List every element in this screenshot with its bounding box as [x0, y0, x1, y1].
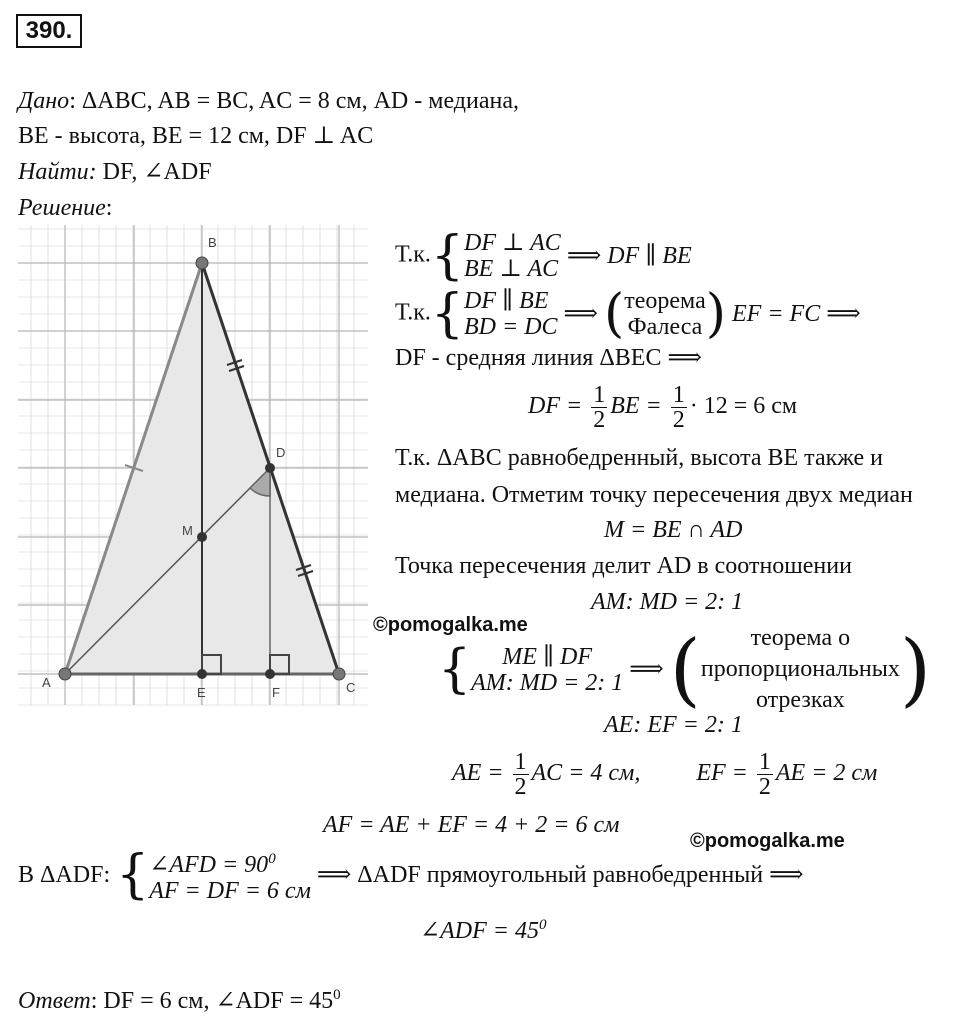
step-12-a: AE = — [452, 760, 504, 787]
paren-open-2: ( — [603, 284, 625, 344]
step-2-system — [464, 288, 558, 340]
step-10-theorem-line-2: пропорциональных — [700, 656, 900, 682]
step-3: DF - средняя линия ΔBEC ⟹ — [395, 345, 702, 371]
find-line — [18, 157, 212, 187]
point-e — [197, 669, 207, 679]
step-9: AM: MD = 2: 1 — [591, 589, 744, 615]
fraction-2 — [671, 383, 687, 432]
solution-label: Решение: — [18, 195, 113, 221]
step-2-sys-line-1: DF ∥ BE — [464, 288, 549, 314]
step-2-theorem-line-1: теорема — [624, 288, 706, 314]
given-label: Дано — [18, 88, 70, 114]
step-5: Т.к. ΔABC равнобедренный, высота BE также и — [395, 445, 884, 471]
fraction-3 — [513, 750, 529, 799]
step-10-theorem — [701, 623, 900, 716]
step-14-sup: 0 — [268, 851, 276, 867]
step-10-sys-line-2: AM: MD = 2: 1 — [471, 669, 624, 696]
fraction-4-num: 1 — [758, 749, 771, 775]
step-15 — [420, 910, 546, 946]
brace-14: { — [116, 845, 150, 905]
step-1-prefix: Т.к. — [395, 241, 431, 268]
step-11: AE: EF = 2: 1 — [604, 712, 743, 738]
step-1-system — [464, 230, 561, 282]
point-f — [265, 669, 275, 679]
point-b — [196, 257, 208, 269]
step-13: AF = AE + EF = 4 + 2 = 6 см — [323, 812, 620, 838]
brace-2: { — [430, 284, 465, 344]
label-f: F — [272, 685, 280, 700]
fraction-3-den: 2 — [514, 774, 527, 800]
answer-line — [18, 980, 341, 1016]
step-2-result: EF = FC ⟹ — [732, 301, 861, 327]
step-4-b: BE = — [610, 393, 662, 420]
paren-close-10: ) — [899, 622, 932, 716]
step-2-sys-line-2: BD = DC — [464, 314, 558, 340]
step-10-sys-line-1: ME ∥ DF — [502, 643, 593, 670]
step-2-theorem-line-2: Фалеса — [627, 314, 703, 340]
point-c — [333, 668, 345, 680]
step-14-sys-line-1: ∠AFD = 90 — [149, 852, 269, 878]
step-12-b: AC = 4 см, — [531, 760, 641, 787]
label-b: B — [208, 235, 217, 250]
fraction-4-den: 2 — [758, 774, 771, 800]
answer-text: : DF = 6 см, ∠ADF = 45 — [90, 988, 334, 1014]
brace-10: { — [438, 639, 472, 700]
step-12 — [452, 750, 877, 799]
step-12-d: AE = 2 см — [775, 760, 878, 787]
step-1-sys-line-1: DF ⊥ AC — [464, 230, 561, 256]
label-m: M — [182, 523, 193, 538]
step-1 — [395, 226, 692, 286]
paren-open-10: ( — [669, 622, 701, 716]
triangle-figure — [18, 225, 373, 710]
step-2 — [395, 284, 861, 344]
label-c: C — [346, 680, 356, 695]
given-line-1 — [18, 86, 519, 116]
step-14-system — [149, 846, 311, 904]
paren-close-2: ) — [705, 284, 727, 344]
step-14-result: ⟹ ΔADF прямоугольный равнобедренный ⟹ — [316, 862, 804, 888]
step-10-system — [471, 644, 623, 696]
step-2-theorem — [624, 288, 705, 340]
label-a: A — [42, 675, 51, 690]
fraction-1 — [591, 383, 607, 432]
step-15-sup: 0 — [538, 917, 547, 933]
step-15-text: ∠ADF = 45 — [420, 918, 539, 944]
step-12-c: EF = — [696, 760, 748, 787]
brace-1: { — [430, 226, 465, 286]
step-4-c: · 12 = 6 см — [689, 393, 798, 420]
step-1-result: ⟹ DF ∥ BE — [566, 243, 692, 269]
step-10-theorem-line-3: отрезках — [755, 687, 845, 713]
step-10-theorem-line-1: теорема о — [750, 625, 851, 651]
label-e: E — [197, 685, 206, 700]
solution-label-text: Решение — [18, 195, 106, 221]
fraction-2-den: 2 — [672, 407, 685, 433]
watermark-2: ©pomogalka.me — [690, 830, 845, 852]
step-10 — [438, 623, 931, 716]
problem-number: 390. — [16, 14, 82, 48]
step-14-prefix: В ΔADF: — [18, 862, 111, 888]
step-4-a: DF = — [528, 393, 583, 420]
label-d: D — [276, 445, 286, 460]
step-14-sys-line-2: AF = DF = 6 см — [149, 878, 311, 904]
find-label: Найти: — [18, 159, 97, 185]
fraction-2-num: 1 — [672, 382, 685, 408]
given-line-2: BE - высота, BE = 12 см, DF ⊥ AC — [18, 123, 374, 149]
answer-sup: 0 — [333, 987, 341, 1003]
given-text-1: : ΔABC, AB = BC, AC = 8 см, AD - медиана, — [69, 88, 519, 114]
watermark-1: ©pomogalka.me — [373, 614, 528, 636]
fraction-4 — [757, 750, 773, 799]
fraction-1-num: 1 — [593, 382, 606, 408]
step-10-arrow: ⟹ — [629, 656, 664, 683]
step-4 — [528, 383, 797, 432]
step-2-arrow: ⟹ — [563, 301, 598, 327]
answer-label: Ответ — [18, 988, 91, 1014]
step-6: медиана. Отметим точку пересечения двух медиан — [395, 482, 913, 508]
find-text: DF, ∠ADF — [96, 159, 212, 185]
step-14 — [18, 846, 804, 904]
point-m — [197, 532, 207, 542]
point-a — [59, 668, 71, 680]
fraction-3-num: 1 — [514, 749, 527, 775]
point-d — [265, 463, 275, 473]
step-2-prefix: Т.к. — [395, 299, 431, 326]
step-1-sys-line-2: BE ⊥ AC — [464, 256, 559, 282]
step-7: M = BE ∩ AD — [604, 517, 743, 543]
fraction-1-den: 2 — [593, 407, 606, 433]
step-8: Точка пересечения делит AD в соотношении — [395, 553, 852, 579]
